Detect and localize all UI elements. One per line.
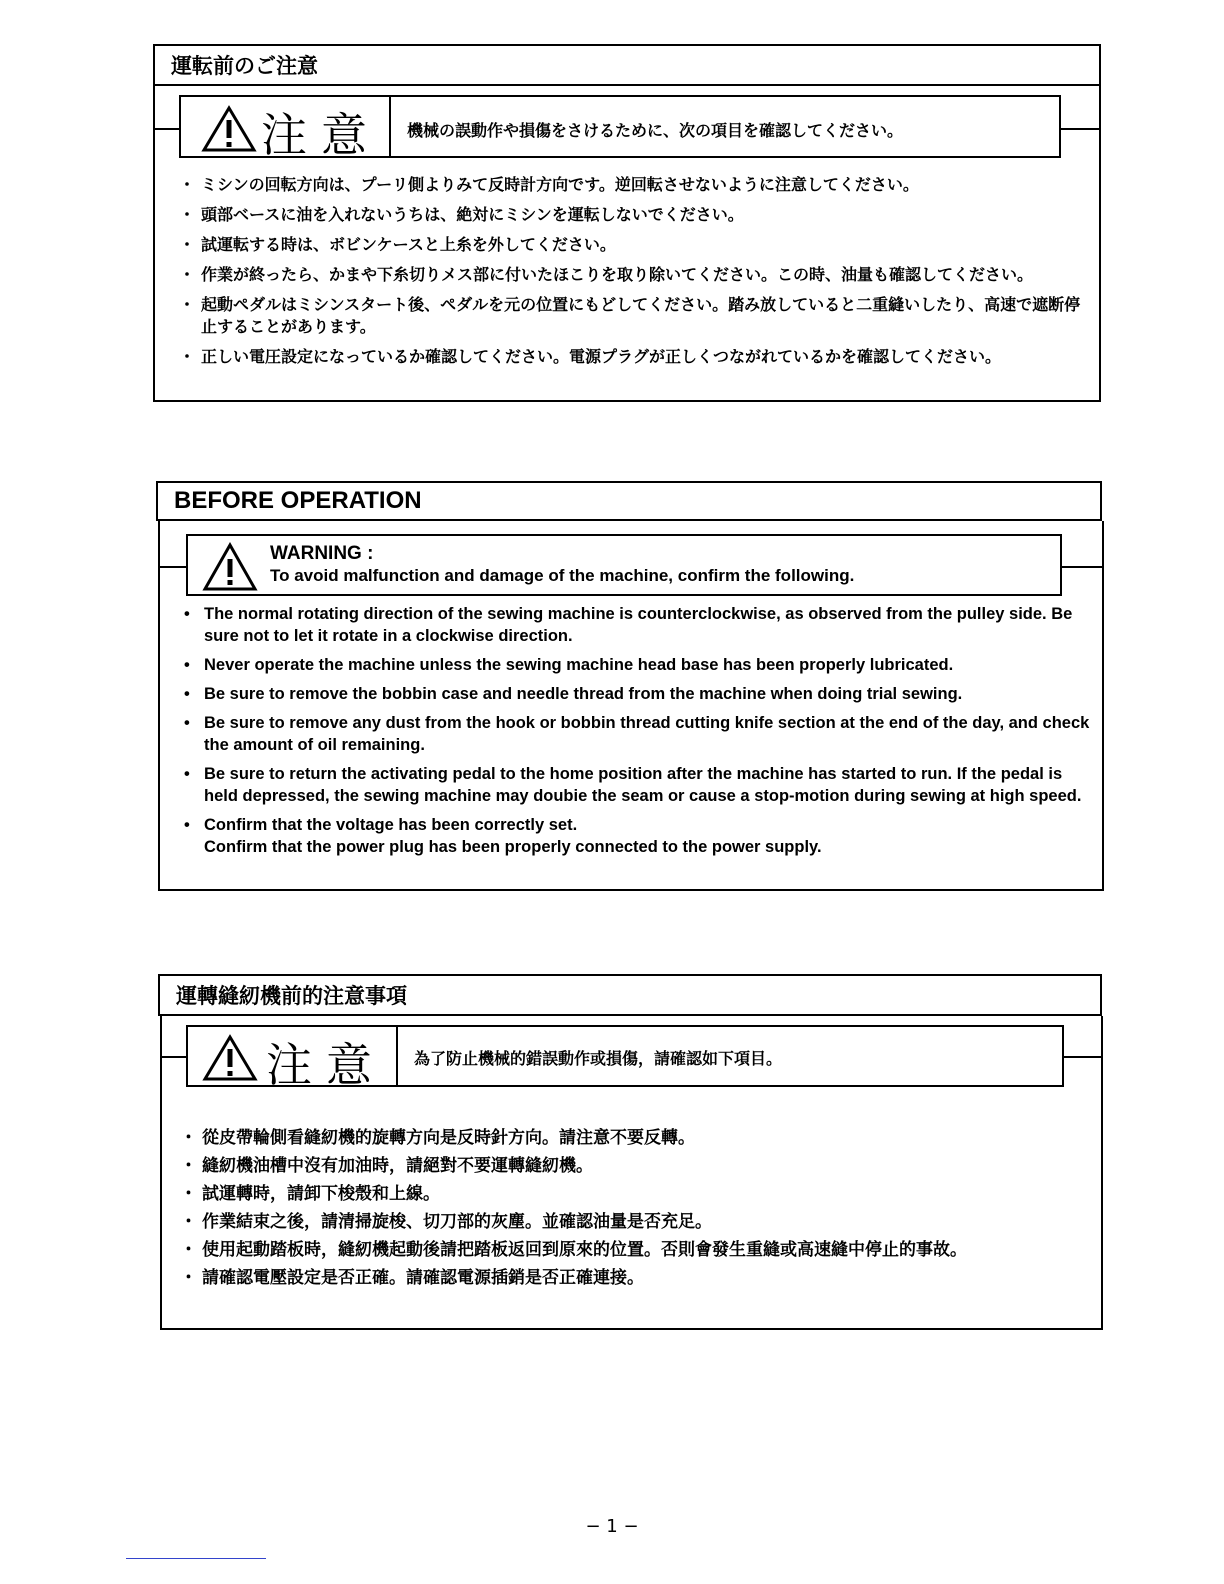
en-item-list [184, 603, 1092, 865]
list-item: ・ 請確認電壓設定是否正確。請確認電源插銷是否正確連接。 [184, 1267, 1089, 1289]
list-item: • Be sure to remove the bobbin case and needle thread from the machine when doing trial sewing. [184, 683, 1092, 705]
list-item: • Confirm that the voltage has been correctly set. Confirm that the power plug has been properly connected to the power supply. [184, 814, 1092, 858]
jp-title-text: 運転前のご注意 [171, 54, 318, 78]
zh-caution-box [186, 1025, 1064, 1092]
list-item: ・ 試運轉時，請卸下梭殼和上線。 [184, 1183, 1089, 1205]
page-number: − 1 − [585, 1516, 639, 1537]
warning-triangle-icon [202, 542, 258, 592]
list-item: ・ 使用起動踏板時，縫紉機起動後請把踏板返回到原來的位置。否則會發生重縫或高速縫中停止的事故。 [184, 1239, 1089, 1261]
warning-triangle-icon [201, 105, 257, 153]
list-item: • Be sure to return the activating pedal to the home position after the machine has started to run. If the pedal is held depressed, the sewing machine may doubie the seam or cause a stop-motion during sewing at high speed. [184, 763, 1092, 807]
en-title-text: BEFORE OPERATION [174, 487, 422, 514]
jp-caution-text: 機械の誤動作や損傷をさけるために、次の項目を確認してください。 [407, 121, 904, 140]
list-item: ・ 試運転する時は、ボビンケースと上糸を外してください。 [183, 234, 1088, 256]
jp-left-tick [153, 128, 181, 130]
en-left-tick [158, 566, 188, 568]
list-item: • Be sure to remove any dust from the hook or bobbin thread cutting knife section at the end of the day, and check the amount of oil remaining. [184, 712, 1092, 756]
footer-line [126, 1558, 266, 1559]
zh-left-tick [160, 1056, 188, 1058]
jp-section-title [153, 44, 1101, 86]
list-item: ・ 作業が終ったら、かまや下糸切りメス部に付いたほこりを取り除いてください。この時、油量も確認してください。 [183, 264, 1088, 286]
jp-item-list [183, 174, 1088, 376]
list-item: ・ 從皮帶輪側看縫紉機的旋轉方向是反時針方向。請注意不要反轉。 [184, 1127, 1089, 1149]
list-item: ・ 縫紉機油槽中沒有加油時，請絕對不要運轉縫紉機。 [184, 1155, 1089, 1177]
jp-caution-word: 注意 [261, 108, 381, 162]
list-item: • The normal rotating direction of the sewing machine is counterclockwise, as observed from the pulley side. Be sure not to let it rotate in a clockwise direction. [184, 603, 1092, 647]
zh-caution-text: 為了防止機械的錯誤動作或損傷，請確認如下項目。 [414, 1049, 783, 1068]
zh-title-text: 運轉縫紉機前的注意事項 [176, 984, 407, 1008]
list-item: • Never operate the machine unless the sewing machine head base has been properly lubricated. [184, 654, 1092, 676]
en-warning-text: To avoid malfunction and damage of the machine, confirm the following. [270, 566, 855, 585]
en-warning-box [186, 534, 1062, 596]
zh-caution-word: 注意 [266, 1038, 386, 1092]
zh-section-title [158, 974, 1102, 1016]
list-item: ・ 作業結束之後，請清掃旋梭、切刀部的灰塵。並確認油量是否充足。 [184, 1211, 1089, 1233]
jp-caution-divider [389, 97, 391, 156]
zh-item-list [184, 1127, 1089, 1295]
zh-caution-divider [396, 1027, 398, 1085]
list-item: ・ 頭部ベースに油を入れないうちは、絶対にミシンを運転しないでください。 [183, 204, 1088, 226]
zh-right-tick [1062, 1056, 1103, 1058]
list-item: ・ ミシンの回転方向は、プーリ側よりみて反時計方向です。逆回転させないように注意してください。 [183, 174, 1088, 196]
jp-right-tick [1060, 128, 1101, 130]
en-warning-label: WARNING : [270, 543, 374, 564]
warning-triangle-icon [202, 1034, 258, 1082]
en-section-title [156, 481, 1102, 521]
list-item: ・ 正しい電圧設定になっているか確認してください。電源プラグが正しくつながれているかを確認してください。 [183, 346, 1088, 368]
list-item: ・ 起動ペダルはミシンスタート後、ペダルを元の位置にもどしてください。踏み放していると二重縫いしたり、高速で遮断停止することがあります。 [183, 294, 1088, 338]
jp-caution-box [179, 95, 1061, 162]
en-right-tick [1060, 566, 1104, 568]
